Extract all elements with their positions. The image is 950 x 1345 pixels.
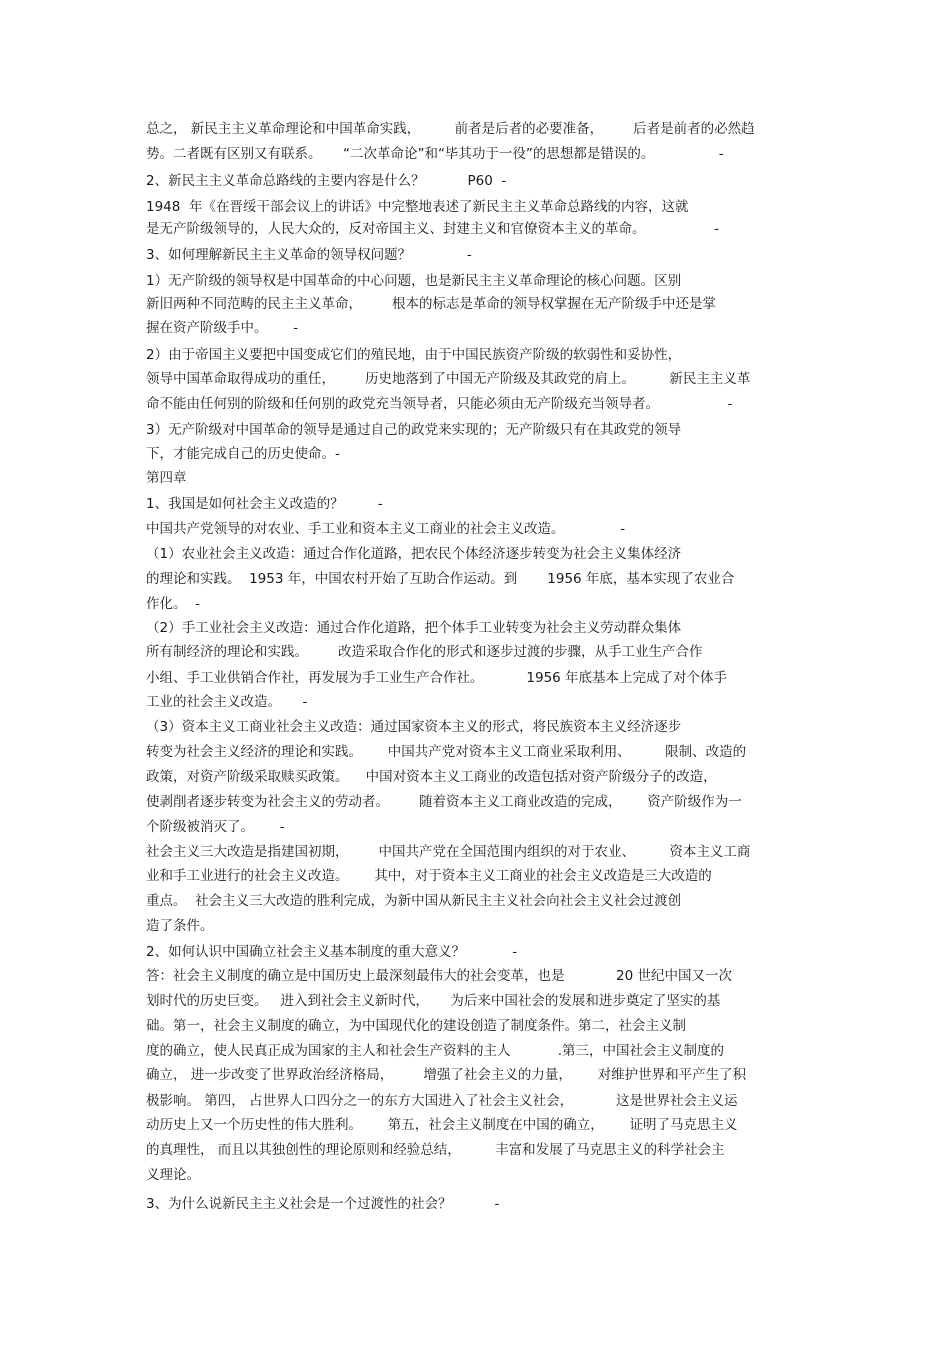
text-line: 3）无产阶级对中国革命的领导是通过自己的政党来实现的；无产阶级只有在其政党的领导 — [146, 422, 682, 438]
text-line: 握在资产阶级手中。 - — [146, 320, 299, 336]
text-line: 重点。 社会主义三大改造的胜利完成，为新中国从新民主主义社会向社会主义社会过渡创 — [146, 893, 682, 909]
chapter-heading: 第四章 — [146, 470, 187, 486]
text-line: 转变为社会主义经济的理论和实践。 中国共产党对资本主义工商业采取利用、 限制、改造的 — [146, 744, 747, 760]
text-line: 度的确立，使人民真正成为国家的主人和社会生产资料的主人 .第三，中国社会主义制度的 — [146, 1043, 724, 1059]
question-heading: 2、新民主主义革命总路线的主要内容是什么？ P60 - — [146, 173, 507, 189]
text-line: 命不能由任何别的阶级和任何别的政党充当领导者，只能必须由无产阶级充当领导者。 - — [146, 396, 733, 412]
text-line: 新旧两种不同范畴的民主主义革命， 根本的标志是革命的领导权掌握在无产阶级手中还是掌 — [146, 296, 717, 312]
text-line: 势。二者既有区别又有联系。 “二次革命论”和“毕其功于一役”的思想都是错误的。 - — [146, 146, 724, 162]
text-line: 总之， 新民主主义革命理论和中国革命实践， 前者是后者的必要准备， 后者是前者的必然趋 — [146, 121, 755, 137]
text-line: 确立， 进一步改变了世界政治经济格局， 增强了社会主义的力量， 对维护世界和平产生了积 — [146, 1067, 747, 1083]
text-line: 领导中国革命取得成功的重任， 历史地落到了中国无产阶级及其政党的肩上。 新民主主义革 — [146, 371, 751, 387]
text-line: 动历史上又一个历史性的伟大胜利。 第五，社会主义制度在中国的确立， 证明了马克思主义 — [146, 1117, 738, 1133]
text-line: 答：社会主义制度的确立是中国历史上最深刻最伟大的社会变革，也是 20 世纪中国又一次 — [146, 968, 732, 984]
text-line: 社会主义三大改造是指建国初期， 中国共产党在全国范围内组织的对于农业、 资本主义工商 — [146, 844, 751, 860]
text-line: 的理论和实践。 1953 年，中国农村开始了互助合作运动。到 1956 年底，基本实现了农业合 — [146, 571, 735, 587]
text-line: 工业的社会主义改造。 - — [146, 694, 308, 710]
text-line: 极影响。 第四， 占世界人口四分之一的东方大国进入了社会主义社会， 这是世界社会主义运 — [146, 1093, 738, 1109]
text-line: （1）农业社会主义改造：通过合作化道路，把农民个体经济逐步转变为社会主义集体经济 — [146, 546, 682, 562]
text-line: 下，才能完成自己的历史使命。- — [146, 446, 340, 462]
question-heading: 3、为什么说新民主主义社会是一个过渡性的社会？ - — [146, 1196, 500, 1212]
text-line: 2）由于帝国主义要把中国变成它们的殖民地，由于中国民族资产阶级的软弱性和妥协性， — [146, 347, 682, 363]
text-line: 划时代的历史巨变。 进入到社会主义新时代， 为后来中国社会的发展和进步奠定了坚实的基 — [146, 993, 721, 1009]
text-line: 是无产阶级领导的，人民大众的，反对帝国主义、封建主义和官僚资本主义的革命。 - — [146, 221, 720, 237]
question-heading: 3、如何理解新民主主义革命的领导权问题？ - — [146, 247, 472, 263]
text-line: 中国共产党领导的对农业、手工业和资本主义工商业的社会主义改造。 - — [146, 521, 626, 537]
text-line: 业和手工业进行的社会主义改造。 其中，对于资本主义工商业的社会主义改造是三大改造的 — [146, 868, 712, 884]
text-line: 政策，对资产阶级采取赎买政策。 中国对资本主义工商业的改造包括对资产阶级分子的改造， — [146, 769, 717, 785]
text-line: 所有制经济的理论和实践。 改造采取合作化的形式和逐步过渡的步骤，从手工业生产合作 — [146, 644, 703, 660]
text-line: 作化。 - — [146, 596, 200, 612]
text-line: 个阶级被消灭了。 - — [146, 819, 285, 835]
text-line: 础。第一，社会主义制度的确立，为中国现代化的建设创造了制度条件。第二，社会主义制 — [146, 1018, 686, 1034]
text-line: 的真理性， 而且以其独创性的理论原则和经验总结， 丰富和发展了马克思主义的科学社会主 — [146, 1142, 725, 1158]
text-line: 1948 年《在晋绥干部会议上的讲话》中完整地表述了新民主主义革命总路线的内容，这就 — [146, 199, 689, 215]
text-line: 1）无产阶级的领导权是中国革命的中心问题，也是新民主主义革命理论的核心问题。区别 — [146, 273, 682, 289]
text-line: 义理论。 — [146, 1167, 200, 1183]
text-line: （3）资本主义工商业社会主义改造：通过国家资本主义的形式，将民族资本主义经济逐步 — [146, 719, 682, 735]
question-heading: 1、我国是如何社会主义改造的？ - — [146, 496, 383, 512]
text-line: （2）手工业社会主义改造：通过合作化道路，把个体手工业转变为社会主义劳动群众集体 — [146, 620, 682, 636]
question-heading: 2、如何认识中国确立社会主义基本制度的重大意义？ - — [146, 944, 518, 960]
text-line: 造了条件。 — [146, 918, 214, 934]
text-line: 小组、手工业供销合作社，再发展为手工业生产合作社。 1956 年底基本上完成了对个体手 — [146, 670, 728, 686]
text-line: 使剥削者逐步转变为社会主义的劳动者。 随着资本主义工商业改造的完成， 资产阶级作为一 — [146, 794, 742, 810]
